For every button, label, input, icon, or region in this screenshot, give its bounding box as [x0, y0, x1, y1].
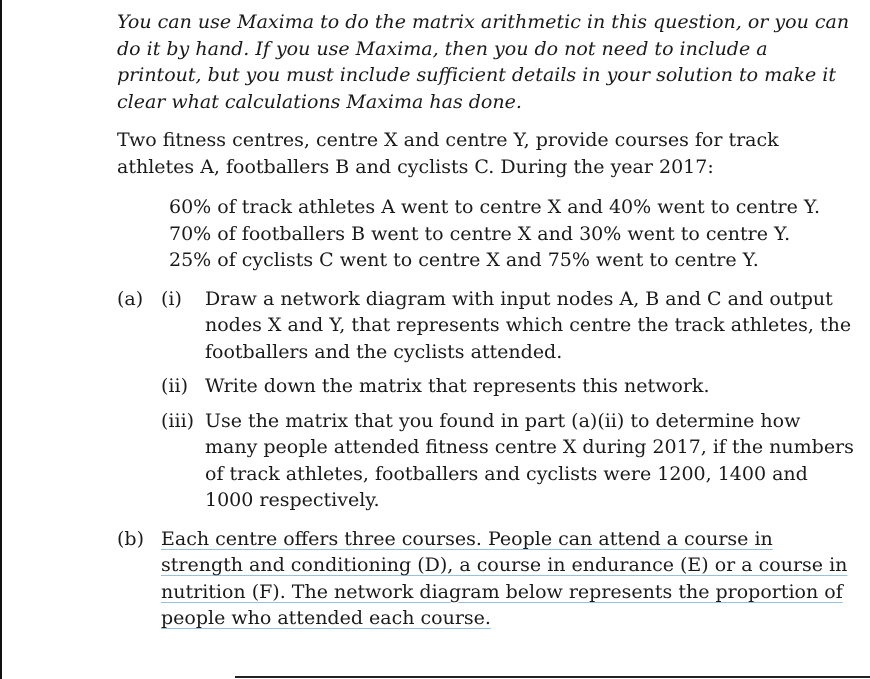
- part-a-i: [161, 286, 857, 366]
- context-paragraph: Two fitness centres, centre X and centre Y, provide courses for track athletes A, footballers B and cyclists C. During the year 2017:: [117, 129, 779, 178]
- question-document: [117, 9, 857, 632]
- part-a-iii-text: Use the matrix that you found in part (a)(ii) to determine how many people attended fitness centre X during 2017, if the numbers of track athletes, footballers and cyclists were 1200, 1400 and 1000 respectively.: [205, 409, 854, 511]
- part-a-i-label: (i): [161, 287, 182, 310]
- intro-instructions: You can use Maxima to do the matrix arithmetic in this question, or you can do it by hand. If you use Maxima, then you do not need to include a printout, but you must include sufficient details in your solution to make it clear what calculations Maxima has done.: [117, 11, 850, 113]
- part-a-label: (a): [117, 287, 144, 310]
- fact-footballers: 70% of footballers B went to centre X and 30% went to centre Y.: [169, 222, 791, 245]
- part-b-text: Each centre offers three courses. People can attend a course in strength and conditioning (D), a course in endurance (E) or a course in nutrition (F). The network diagram below represents the proportion of people who attended each course.: [161, 527, 848, 629]
- part-a-ii: [161, 373, 857, 400]
- part-a-row-i: [117, 286, 857, 374]
- part-b-label: (b): [117, 527, 144, 550]
- part-a-iii-label: (iii): [161, 409, 195, 432]
- part-a-i-text: Draw a network diagram with input nodes A, B and C and output nodes X and Y, that represents which centre the track athletes, the footballers and the cyclists attended.: [205, 287, 852, 363]
- part-a-iii: [161, 408, 857, 514]
- part-a: [117, 286, 857, 514]
- fact-cyclists: 25% of cyclists C went to centre X and 75% went to centre Y.: [169, 249, 759, 271]
- part-a-ii-label: (ii): [161, 375, 188, 397]
- part-a-ii-text: Write down the matrix that represents this network.: [205, 375, 710, 397]
- part-b: [117, 526, 857, 632]
- bottom-rule: [235, 676, 870, 678]
- left-margin-rule: [0, 0, 2, 679]
- facts-block: [169, 194, 857, 274]
- fact-track-athletes: 60% of track athletes A went to centre X and 40% went to centre Y.: [169, 196, 821, 218]
